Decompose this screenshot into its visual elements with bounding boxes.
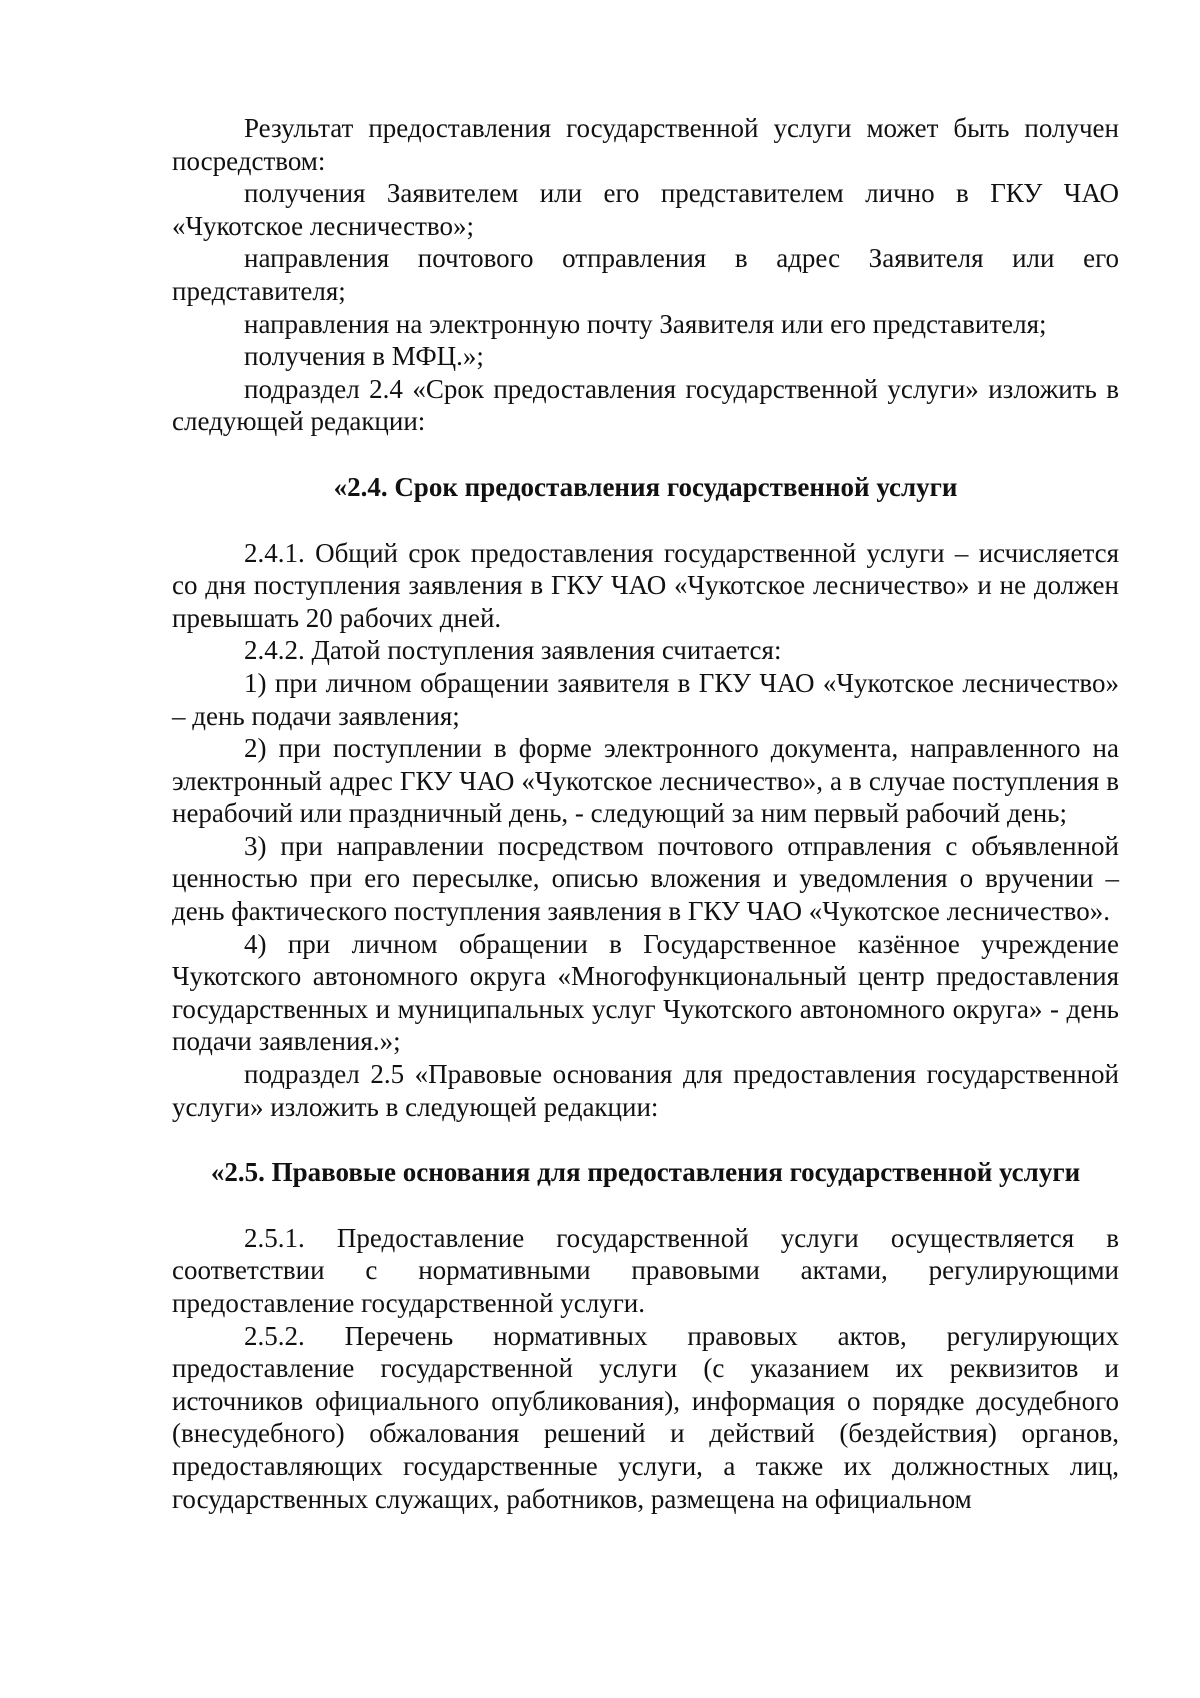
paragraph-2-5-1: 2.5.1. Предоставление государственной услуги осуществляется в соответствии с нормативными правовыми актами, регулирующими предоставление государственной услуги. [172, 1222, 1119, 1318]
paragraph-result-intro: Результат предоставления государственной услуги может быть получен посредством: [172, 113, 1119, 176]
paragraph-item-4: 4) при личном обращении в Государственное казённое учреждение Чукотского автономного округа «Многофункциональный центр предоставления государственных и муниципальных услуг Чукотского автономного округа» - день подачи заявления.»; [172, 928, 1119, 1057]
paragraph-item-1: 1) при личном обращении заявителя в ГКУ ЧАО «Чукотское лесничество» – день подачи заявления; [172, 667, 1119, 731]
paragraph-item-2: 2) при поступлении в форме электронного документа, направленного на электронный адрес ГКУ ЧАО «Чукотское лесничество», а в случае поступления в нерабочий или праздничный день, - следующий за ним первый рабочий день; [172, 733, 1119, 829]
paragraph-2-4-2: 2.4.2. Датой поступления заявления считается: [244, 635, 782, 666]
paragraph-result-mail: направления почтового отправления в адрес Заявителя или его представителя; [172, 243, 1119, 306]
paragraph-result-personal: получения Заявителем или его представителем лично в ГКУ ЧАО «Чукотское лесничество»; [172, 178, 1119, 241]
paragraph-result-mfc: получения в МФЦ.»; [244, 341, 484, 372]
document-page [172, 112, 1119, 1515]
paragraph-subsection-24-intro: подраздел 2.4 «Срок предоставления государственной услуги» изложить в следующей редакции: [172, 373, 1119, 437]
paragraph-subsection-25-intro: подраздел 2.5 «Правовые основания для предоставления государственной услуги» изложить в следующей редакции: [172, 1059, 1119, 1122]
paragraph-2-4-1: 2.4.1. Общий срок предоставления государственной услуги – исчисляется со дня поступления заявления в ГКУ ЧАО «Чукотское лесничество» и не должен превышать 20 рабочих дней. [172, 537, 1119, 633]
paragraph-result-email: направления на электронную почту Заявителя или его представителя; [244, 308, 1047, 339]
paragraph-item-3: 3) при направлении посредством почтового отправления с объявленной ценностью при его пересылке, описью вложения и уведомления о вручении – день фактического поступления заявления в ГКУ ЧАО «Чукотское лесничество». [172, 830, 1119, 927]
heading-section-2-4: «2.4. Срок предоставления государственной услуги [333, 471, 958, 502]
heading-section-2-5: «2.5. Правовые основания для предоставления государственной услуги [210, 1157, 1081, 1188]
paragraph-2-5-2: 2.5.2. Перечень нормативных правовых актов, регулирующих предоставление государственной услуги (с указанием их реквизитов и источников официального опубликования), информация о порядке досудебного (внесудебного) обжалования решений и действий (бездействия) органов, предоставляющих государственные услуги, а также их должностных лиц, государственных служащих, работников, размещена на официальном [172, 1320, 1119, 1514]
